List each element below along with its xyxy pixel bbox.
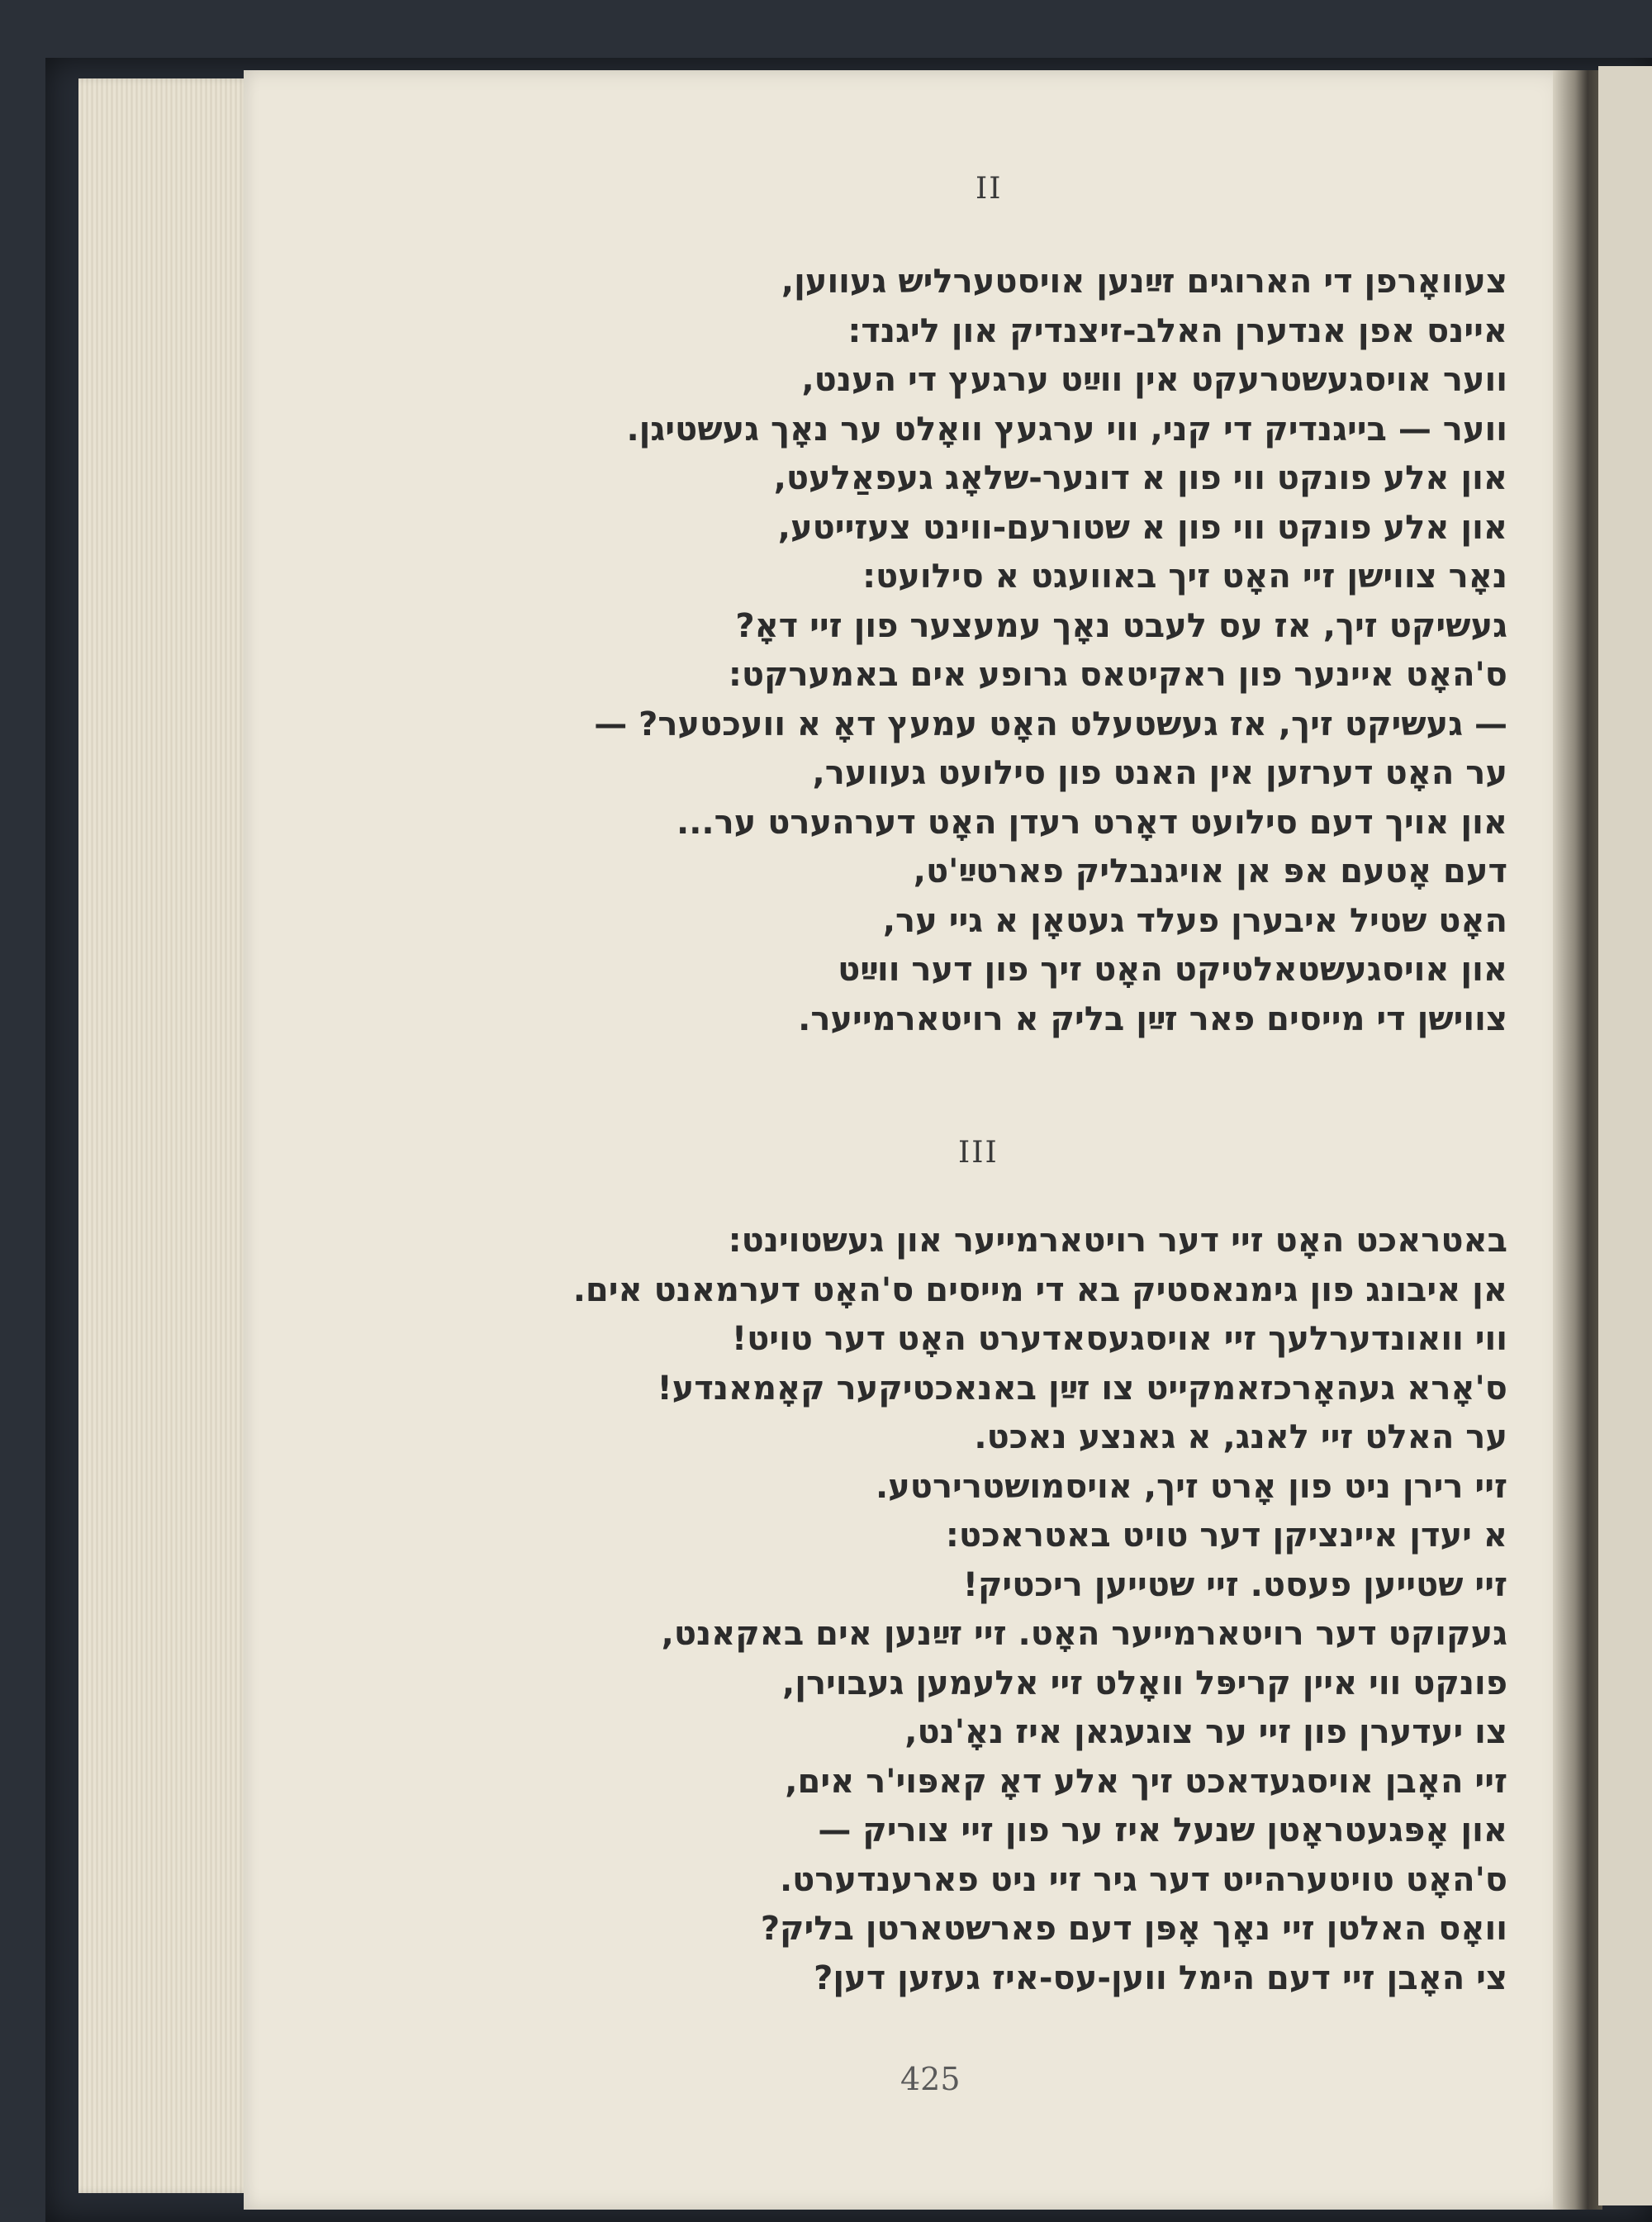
verse-line: צעוואָרפן די הארוגים זײַנען אויסטערליש געווען, xyxy=(781,263,1507,301)
verse-line: ווי וואונדערלעך זיי אויסגעסאדערט האָט דער טויט! xyxy=(731,1320,1507,1358)
section-numeral-ii: II xyxy=(976,172,1003,206)
verse-line: ער האָט דערזען אין האנט פון סילועט געווער, xyxy=(812,754,1507,792)
page-number: 425 xyxy=(900,2061,961,2097)
verse-line: ווער אויסגעשטרעקט אין ווײַט ערגעץ די הענט, xyxy=(801,361,1507,399)
verse-line: ווער — בייגנדיק די קני, ווי ערגעץ וואָלט ער נאָך געשטיגן. xyxy=(626,410,1507,449)
verse-line: געקוקט דער רויטארמייער האָט. זיי זײַנען אים באקאנט, xyxy=(661,1615,1507,1653)
verse-line: זיי האָבן אויסגעדאכט זיך אלע דאָ קאפּוי'ר אים, xyxy=(785,1762,1507,1801)
verse-line: דעם אָטעם אפּ אן אויגנבליק פארטײַ'ט, xyxy=(913,852,1507,890)
verse-line: ס'האָט טויטערהייט דער גיר זיי ניט פארענדערט. xyxy=(779,1860,1507,1899)
verse-line: צי האָבן זיי דעם הימל ווען-עס-איז געזען דען? xyxy=(814,1958,1507,1997)
verse-line: ער האלט זיי לאנג, א גאנצע נאכט. xyxy=(974,1418,1507,1456)
verse-line: אן איבונג פון גימנאסטיק בא די מייסים ס'האָט דערמאנט אים. xyxy=(572,1270,1507,1309)
verse-line: און אויך דעם סילועט דאָרט רעדן האָט דערהערט ער... xyxy=(676,803,1507,842)
verse-line: און אָפּגעטראָטן שנעל איז ער פון זיי צוריק — xyxy=(818,1811,1507,1849)
verse-line: איינס אפן אנדערן האלב-זיצנדיק און ליגנד: xyxy=(847,311,1507,350)
stanza-iii xyxy=(355,1217,1507,2003)
section-numeral-iii: III xyxy=(958,1136,999,1170)
verse-line: און אויסגעשטאלטיקט האָט זיך פון דער ווײַט xyxy=(838,951,1507,989)
page-edges xyxy=(78,78,252,2193)
verse-line: ס'האָט איינער פון ראקיטאס גרופע אים באמערקט: xyxy=(728,656,1507,694)
verse-line: האָט שטיל איבערן פעלד געטאָן א גיי ער, xyxy=(882,901,1507,940)
verse-line: זיי רירן ניט פון אָרט זיך, אויסמושטרירטע. xyxy=(875,1467,1507,1506)
verse-line: און אלע פונקט ווי פון א דונער-שלאָג געפאַלעט, xyxy=(773,459,1507,497)
verse-line: פונקט ווי איין קריפּל וואָלט זיי אלעמען געבוירן, xyxy=(782,1664,1507,1702)
verse-line: ס'אָרא געהאָרכזאמקייט צו זײַן באנאכטיקער קאָמאנדע! xyxy=(657,1369,1507,1408)
verse-line: באטראכט האָט זיי דער רויטארמייער און געשטוינט: xyxy=(728,1222,1507,1260)
verse-line: נאָר צווישן זיי האָט זיך באוועגט א סילועט: xyxy=(862,558,1507,596)
book-gutter xyxy=(1553,70,1602,2210)
verse-line: געשיקט זיך, אז עס לעבט נאָך עמעצער פון זיי דאָ? xyxy=(735,606,1507,645)
verse-line: צו יעדערן פון זיי ער צוגעגאן איז נאָ'נט, xyxy=(904,1713,1507,1751)
verse-line: — געשיקט זיך, אז געשטעלט האָט עמעץ דאָ א וועכטער? — xyxy=(594,705,1507,743)
verse-line: וואָס האלטן זיי נאָך אָפּן דעם פארשטארטן בליק? xyxy=(760,1910,1507,1948)
verse-line: א יעדן איינציקן דער טויט באטראכט: xyxy=(945,1517,1507,1555)
verse-line: זיי שטייען פעסט. זיי שטייען ריכטיק! xyxy=(962,1565,1507,1604)
verse-line: און אלע פונקט ווי פון א שטורעם-ווינט צעזייטע, xyxy=(777,508,1507,547)
stanza-ii xyxy=(355,258,1507,1044)
facing-page-edge xyxy=(1598,66,1652,2205)
verse-line: צווישן די מייסים פאר זײַן בליק א רויטארמייער. xyxy=(798,999,1507,1038)
